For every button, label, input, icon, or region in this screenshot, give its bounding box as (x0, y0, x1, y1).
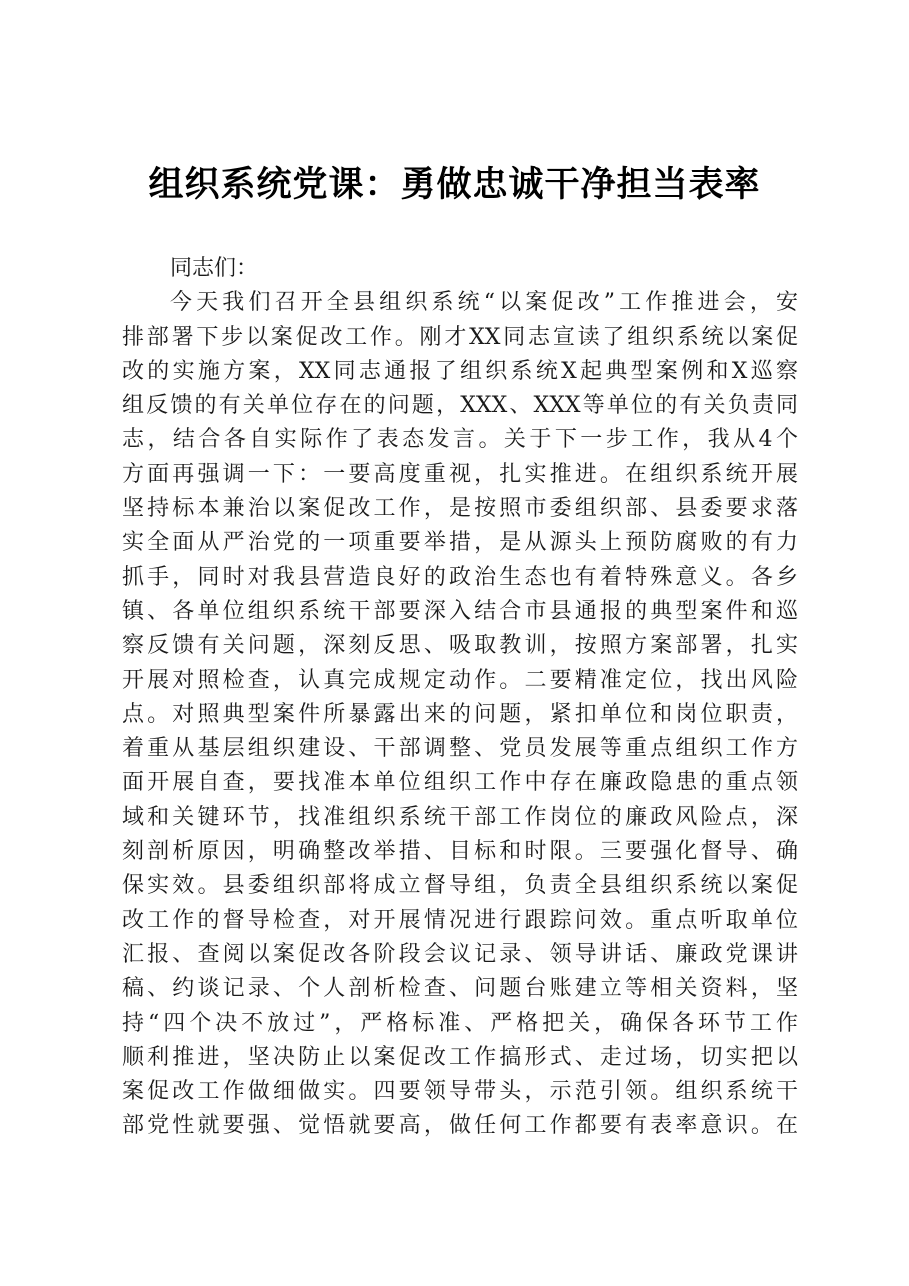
paragraph-line: 改工作的督导检查，对开展情况进行跟踪问效。重点听取单位 (122, 907, 798, 933)
paragraph-line: 部党性就要强、觉悟就要高，做任何工作都要有表率意识。在 (122, 1113, 798, 1139)
paragraph-line: 域和关键环节，找准组织系统干部工作岗位的廉政风险点，深 (122, 804, 798, 830)
paragraph-line: 案促改工作做细做实。四要领导带头，示范引领。组织系统干 (122, 1079, 798, 1105)
paragraph-line: 刻剖析原因，明确整改举措、目标和时限。三要强化督导、确 (122, 839, 798, 865)
paragraph-line: 察反馈有关问题，深刻反思、吸取教训，按照方案部署，扎实 (122, 633, 798, 659)
paragraph-line: 坚持标本兼治以案促改工作，是按照市委组织部、县委要求落 (122, 496, 798, 522)
paragraph-line: 保实效。县委组织部将成立督导组，负责全县组织系统以案促 (122, 873, 798, 899)
paragraph-line: 抓手，同时对我县营造良好的政治生态也有着特殊意义。各乡 (122, 564, 798, 590)
paragraph-line: 今天我们召开全县组织系统“以案促改”工作推进会，安 (170, 290, 798, 316)
paragraph-line: 方面再强调一下：一要高度重视，扎实推进。在组织系统开展 (122, 461, 798, 487)
paragraph-line: 排部署下步以案促改工作。刚才XX同志宣读了组织系统以案促 (122, 324, 798, 350)
paragraph-line: 改的实施方案，XX同志通报了组织系统X起典型案例和X巡察 (122, 358, 798, 384)
paragraph-line: 着重从基层组织建设、干部调整、党员发展等重点组织工作方 (122, 736, 798, 762)
paragraph-line: 稿、约谈记录、个人剖析检查、问题台账建立等相关资料，坚 (122, 976, 798, 1002)
paragraph-line: 志，结合各自实际作了表态发言。关于下一步工作，我从4个 (122, 427, 798, 453)
paragraph-line: 开展对照检查，认真完成规定动作。二要精准定位，找出风险 (122, 667, 798, 693)
page-title: 组织系统党课：勇做忠诚干净担当表率 (148, 164, 761, 205)
paragraph-line: 顺利推进，坚决防止以案促改工作搞形式、走过场，切实把以 (122, 1044, 798, 1070)
paragraph-line: 汇报、查阅以案促改各阶段会议记录、领导讲话、廉政党课讲 (122, 941, 798, 967)
paragraph-line: 面开展自查，要找准本单位组织工作中存在廉政隐患的重点领 (122, 770, 798, 796)
paragraph-line: 镇、各单位组织系统干部要深入结合市县通报的典型案件和巡 (122, 598, 798, 624)
paragraph-line: 实全面从严治党的一项重要举措，是从源头上预防腐败的有力 (122, 530, 798, 556)
paragraph-line: 组反馈的有关单位存在的问题，XXX、XXX等单位的有关负责同 (122, 393, 798, 419)
paragraph-line: 持“四个决不放过”，严格标准、严格把关，确保各环节工作 (122, 1010, 798, 1036)
document-body (122, 252, 798, 1144)
salutation: 同志们： (170, 256, 259, 281)
paragraph-line: 点。对照典型案件所暴露出来的问题，紧扣单位和岗位职责， (122, 701, 798, 727)
